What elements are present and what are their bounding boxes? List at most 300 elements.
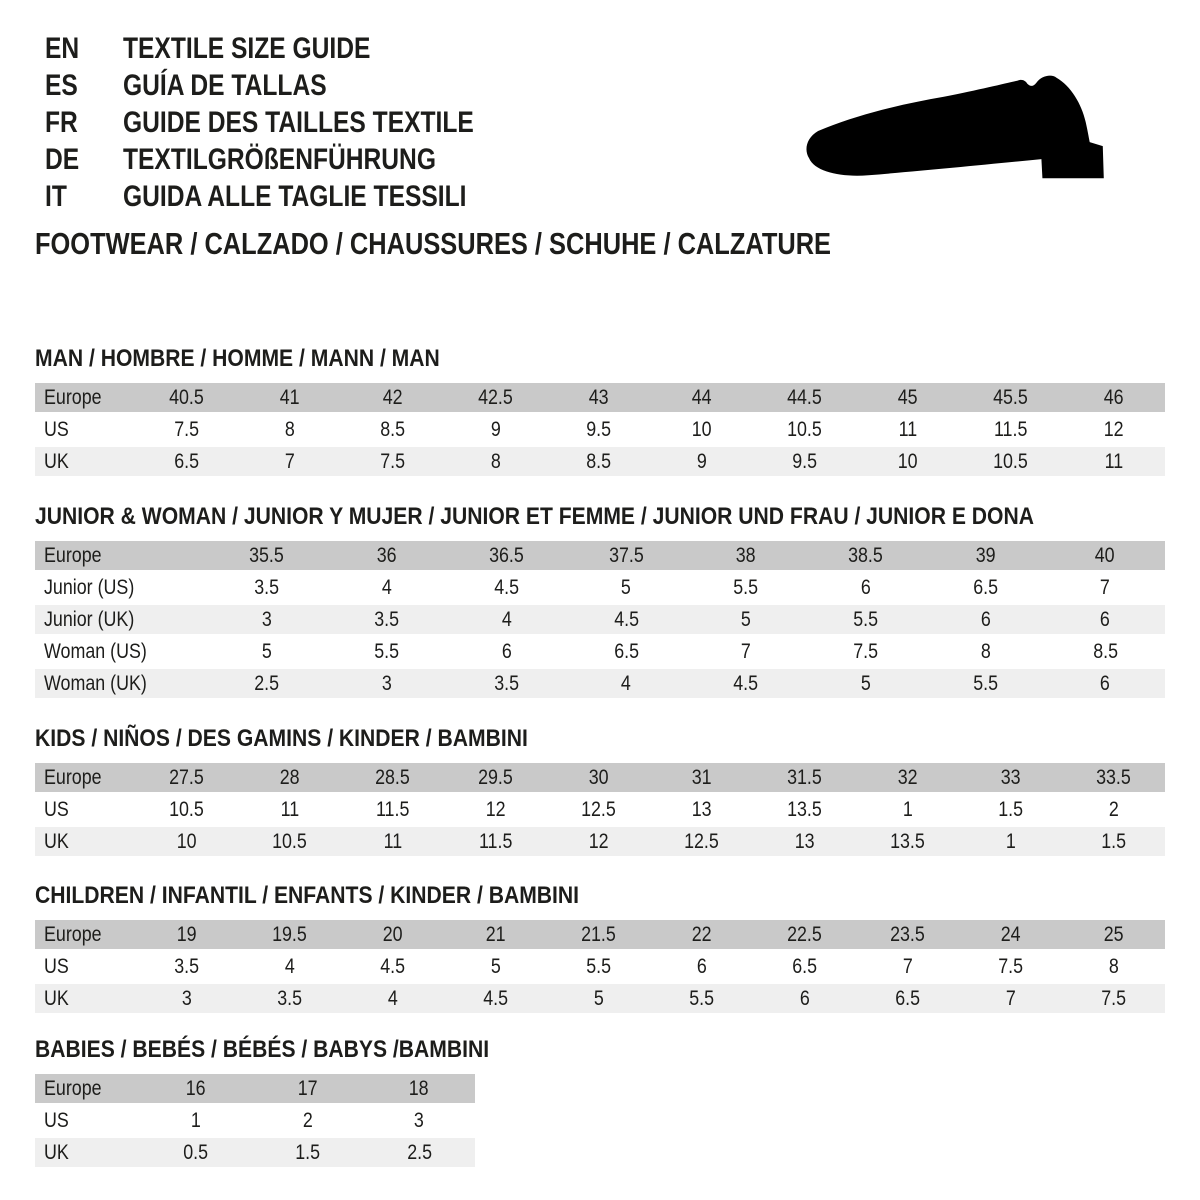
size-cell-text: 33.5 [1096,765,1131,789]
size-cell-text: 7 [740,639,751,663]
size-cell [650,450,753,474]
size-cell-text: 6 [799,986,810,1010]
size-table [35,1074,475,1167]
size-cell [135,923,238,947]
size-cell-text: 7 [1100,575,1111,599]
size-cell [1062,923,1165,947]
size-cell [566,576,686,600]
size-cell [959,450,1062,474]
size-cell-text: 9 [696,449,707,473]
size-cell-text: 6 [501,639,512,663]
size-cell [135,798,238,822]
size-cell [650,386,753,410]
size-cell [341,450,444,474]
size-cell-text: 6 [860,575,871,599]
size-cell [140,1077,252,1101]
size-cell-text: 3 [381,671,392,695]
size-cell [135,830,238,854]
size-cell-text: 17 [297,1076,318,1100]
row-label [35,386,135,410]
language-label-text: GUÍA DE TALLAS [123,68,327,102]
size-cell-text: 12 [588,829,609,853]
size-cell-text: 45 [897,385,918,409]
size-cell-text: 20 [382,922,403,946]
size-cell-text: 8 [490,449,501,473]
section-title-text: JUNIOR & WOMAN / JUNIOR Y MUJER / JUNIOR ET FEMME / JUNIOR UND FRAU / JUNIOR E DONA [35,503,1034,530]
size-cell [547,798,650,822]
row-label [35,987,135,1011]
section-title [35,505,1165,529]
size-cell-text: 29.5 [478,765,513,789]
size-cell [959,830,1062,854]
size-cell-text: 11 [280,797,299,821]
size-cell [806,608,926,632]
size-cell-text: 10 [176,829,197,853]
size-cell [753,955,856,979]
size-cell [341,386,444,410]
size-cell-text: 18 [409,1076,430,1100]
size-cell [447,608,567,632]
size-cell [327,576,447,600]
section-title-text: CHILDREN / INFANTIL / ENFANTS / KINDER / BAMBINI [35,882,580,909]
size-cell [238,418,341,442]
size-cell [207,576,327,600]
size-cell-text: 12 [485,797,506,821]
row-label [35,955,135,979]
row-label-text: US [44,417,69,441]
size-cell-text: 1.5 [295,1140,320,1164]
size-cell-text: 43 [588,385,609,409]
table-row [35,795,1165,824]
size-cell-text: 4.5 [483,986,508,1010]
size-cell [566,640,686,664]
size-cell-text: 3 [261,607,272,631]
size-cell [926,672,1046,696]
size-cell-text: 13.5 [787,797,822,821]
size-cell [806,640,926,664]
size-cell [547,830,650,854]
size-cell-text: 2 [1108,797,1119,821]
language-label [123,143,505,177]
table-row [35,415,1165,444]
size-cell-text: 6.5 [895,986,920,1010]
table-row [35,1074,475,1103]
table-row [35,920,1165,949]
size-cell [1062,830,1165,854]
table-row [35,447,1165,476]
size-cell [926,576,1046,600]
row-label [35,830,135,854]
size-cell [363,1077,475,1101]
size-cell [252,1077,364,1101]
size-cell-text: 5 [621,575,632,599]
size-cell-text: 12.5 [684,829,719,853]
size-cell [753,386,856,410]
size-cell [444,955,547,979]
table-row [35,827,1165,856]
size-cell [806,672,926,696]
size-cell [547,450,650,474]
size-cell-text: 4.5 [613,607,639,631]
size-cell-text: 7 [902,954,913,978]
language-label-text: GUIDE DES TAILLES TEXTILE [123,105,474,139]
size-cell-text: 38 [735,543,756,567]
row-label [35,1109,140,1133]
size-cell [1062,955,1165,979]
size-cell-text: 10.5 [993,449,1028,473]
section-title [35,347,1165,371]
size-cell-text: 6.5 [613,639,639,663]
size-cell-text: 40.5 [169,385,204,409]
size-cell [238,766,341,790]
table-row [35,637,1165,666]
size-cell [252,1109,364,1133]
size-cell [753,798,856,822]
size-cell-text: 11.5 [375,797,410,821]
size-cell-text: 11 [898,417,917,441]
size-cell-text: 5.5 [586,954,611,978]
size-cell [547,987,650,1011]
size-cell-text: 8 [284,417,295,441]
size-cell-text: 5 [860,671,871,695]
size-cell-text: 8.5 [380,417,405,441]
section-title-text: KIDS / NIÑOS / DES GAMINS / KINDER / BAMBINI [35,725,528,752]
size-cell [959,987,1062,1011]
size-cell [327,640,447,664]
language-code-text: EN [45,31,80,65]
size-cell [650,987,753,1011]
size-cell-text: 12 [1103,417,1124,441]
language-code [45,69,123,103]
size-cell-text: 1 [1005,829,1016,853]
size-cell [959,955,1062,979]
size-table [35,920,1165,1013]
size-cell [135,987,238,1011]
size-cell [753,766,856,790]
row-label [35,450,135,474]
section-title [35,1038,1165,1062]
size-cell-text: 3.5 [174,954,199,978]
size-cell-text: 4 [284,954,295,978]
size-cell [650,955,753,979]
size-cell-text: 42 [382,385,403,409]
size-cell [753,830,856,854]
size-cell [1045,544,1165,568]
size-cell-text: 3.5 [254,575,280,599]
size-cell [547,923,650,947]
size-cell [1062,386,1165,410]
size-cell [856,798,959,822]
size-section-kids [35,727,1165,856]
size-cell [959,418,1062,442]
size-cell-text: 27.5 [169,765,204,789]
size-cell [650,418,753,442]
size-cell [207,672,327,696]
size-cell-text: 40 [1095,543,1116,567]
size-cell-text: 2 [302,1108,313,1132]
table-row [35,669,1165,698]
size-cell [207,608,327,632]
size-cell [926,544,1046,568]
row-label [35,640,207,664]
row-label-text: Woman (US) [44,639,147,663]
language-label [123,69,371,103]
size-cell [207,640,327,664]
size-cell-text: 35.5 [249,543,285,567]
size-cell [1045,608,1165,632]
size-cell-text: 6 [1100,607,1111,631]
size-cell [447,576,567,600]
row-label [35,1141,140,1165]
size-cell-text: 10.5 [169,797,204,821]
size-cell [444,987,547,1011]
size-cell-text: 8 [980,639,991,663]
size-cell [447,672,567,696]
size-cell [444,830,547,854]
size-cell-text: 7.5 [1101,986,1126,1010]
size-cell [341,798,444,822]
size-cell [238,450,341,474]
size-cell [856,766,959,790]
row-label [35,576,207,600]
size-cell-text: 11.5 [993,417,1028,441]
size-cell-text: 45.5 [993,385,1028,409]
size-cell-text: 13.5 [890,829,925,853]
size-cell-text: 41 [279,385,300,409]
size-cell-text: 3.5 [277,986,302,1010]
size-cell [959,386,1062,410]
size-cell-text: 32 [897,765,918,789]
size-cell-text: 24 [1000,922,1021,946]
size-cell [135,955,238,979]
size-cell-text: 1 [902,797,913,821]
row-label [35,766,135,790]
size-cell [959,766,1062,790]
table-row [35,605,1165,634]
size-cell [444,923,547,947]
size-cell [806,544,926,568]
size-cell [444,386,547,410]
size-cell [686,672,806,696]
size-cell-text: 2.5 [254,671,280,695]
size-cell [447,544,567,568]
size-cell-text: 0.5 [183,1140,209,1164]
row-label [35,923,135,947]
size-cell [140,1109,252,1133]
size-cell [1045,576,1165,600]
size-cell-text: 10.5 [272,829,307,853]
size-cell-text: 19.5 [272,922,307,946]
language-code-text: FR [45,105,78,139]
size-cell-text: 3.5 [374,607,400,631]
size-cell-text: 9 [490,417,501,441]
language-code [45,180,123,214]
size-cell-text: 3.5 [493,671,519,695]
section-title-text: BABIES / BEBÉS / BÉBÉS / BABYS /BAMBINI [35,1036,490,1063]
size-cell [447,640,567,664]
size-cell-text: 19 [176,922,197,946]
section-title [35,727,1165,751]
size-cell-text: 7.5 [174,417,199,441]
size-cell [959,798,1062,822]
size-table [35,383,1165,476]
row-label-text: Junior (UK) [44,607,135,631]
row-label [35,418,135,442]
language-code-text: ES [45,68,78,102]
size-cell [566,608,686,632]
size-cell-text: 4.5 [493,575,519,599]
size-cell [135,450,238,474]
size-cell-text: 1.5 [1101,829,1126,853]
size-cell [363,1109,475,1133]
size-section-children [35,884,1165,1013]
size-cell-text: 31 [691,765,712,789]
size-cell-text: 28.5 [375,765,410,789]
size-cell [135,418,238,442]
section-title [35,884,1165,908]
size-cell-text: 36 [376,543,397,567]
size-cell [753,923,856,947]
size-cell-text: 5.5 [689,986,714,1010]
size-cell-text: 12.5 [581,797,616,821]
size-cell [238,386,341,410]
size-cell [856,418,959,442]
size-cell-text: 42.5 [478,385,513,409]
size-cell-text: 33 [1000,765,1021,789]
size-cell [327,608,447,632]
size-cell-text: 39 [975,543,996,567]
size-cell [444,418,547,442]
size-cell [926,640,1046,664]
size-cell [238,955,341,979]
size-table [35,763,1165,856]
table-row [35,1106,475,1135]
size-cell [856,386,959,410]
size-cell [327,672,447,696]
size-cell [1062,766,1165,790]
size-cell-text: 23.5 [890,922,925,946]
size-cell [238,798,341,822]
size-cell-text: 7.5 [998,954,1023,978]
size-cell-text: 7.5 [853,639,879,663]
size-cell-text: 5.5 [853,607,879,631]
size-cell [650,830,753,854]
size-cell [341,830,444,854]
size-cell [444,766,547,790]
language-label [123,106,551,140]
size-cell-text: 4 [381,575,392,599]
category-line-text: FOOTWEAR / CALZADO / CHAUSSURES / SCHUHE / CALZATURE [35,226,832,261]
size-cell [1062,418,1165,442]
size-cell [650,766,753,790]
size-cell [856,955,959,979]
size-cell-text: 6 [980,607,991,631]
size-cell [547,955,650,979]
size-cell-text: 5.5 [374,639,400,663]
size-cell [341,923,444,947]
size-cell-text: 1 [190,1108,201,1132]
row-label-text: UK [44,449,69,473]
size-cell-text: 21.5 [581,922,616,946]
size-cell-text: 5.5 [733,575,759,599]
size-cell-text: 16 [185,1076,206,1100]
size-cell-text: 25 [1103,922,1124,946]
size-cell-text: 6.5 [174,449,199,473]
row-label-text: UK [44,986,69,1010]
size-cell-text: 36.5 [489,543,524,567]
size-section-babies [35,1038,1165,1167]
language-row [45,30,1165,67]
size-cell-text: 31.5 [787,765,822,789]
size-cell [238,830,341,854]
size-cell-text: 4 [621,671,632,695]
size-cell-text: 13 [794,829,815,853]
size-cell [135,766,238,790]
row-label [35,798,135,822]
size-cell-text: 11 [1104,449,1123,473]
size-cell [547,766,650,790]
row-label [35,608,207,632]
size-cell [1062,450,1165,474]
size-cell [1062,987,1165,1011]
size-cell-text: 6 [696,954,707,978]
size-cell-text: 7.5 [380,449,405,473]
size-cell-text: 46 [1103,385,1124,409]
language-label [123,32,425,66]
size-cell [959,923,1062,947]
size-cell-text: 4.5 [380,954,405,978]
size-cell-text: 6.5 [972,575,998,599]
row-label-text: Europe [44,1076,102,1100]
language-label-text: TEXTILGRÖßENFÜHRUNG [123,142,436,176]
size-cell [207,544,327,568]
size-cell [444,798,547,822]
row-label [35,1077,140,1101]
language-label-text: TEXTILE SIZE GUIDE [123,31,371,65]
size-cell-text: 28 [279,765,300,789]
size-cell [341,955,444,979]
size-cell-text: 9.5 [586,417,611,441]
size-cell [566,672,686,696]
row-label-text: UK [44,829,69,853]
size-cell-text: 7 [1005,986,1016,1010]
size-cell-text: 1.5 [998,797,1023,821]
size-table [35,541,1165,698]
size-cell [363,1141,475,1165]
size-cell-text: 10.5 [787,417,822,441]
language-code [45,143,123,177]
size-cell [686,576,806,600]
section-title-text: MAN / HOMBRE / HOMME / MANN / MAN [35,345,440,372]
size-cell-text: 8.5 [586,449,611,473]
size-cell [806,576,926,600]
table-row [35,573,1165,602]
table-row [35,952,1165,981]
size-cell-text: 8 [1108,954,1119,978]
size-cell [140,1141,252,1165]
size-cell [856,450,959,474]
table-row [35,1138,475,1167]
size-cell [753,418,856,442]
size-cell-text: 5 [490,954,501,978]
size-cell [1045,672,1165,696]
size-cell-text: 7 [284,449,295,473]
table-row [35,984,1165,1013]
size-cell-text: 5 [740,607,751,631]
size-cell-text: 4 [387,986,398,1010]
size-cell [341,418,444,442]
size-cell-text: 5.5 [972,671,998,695]
